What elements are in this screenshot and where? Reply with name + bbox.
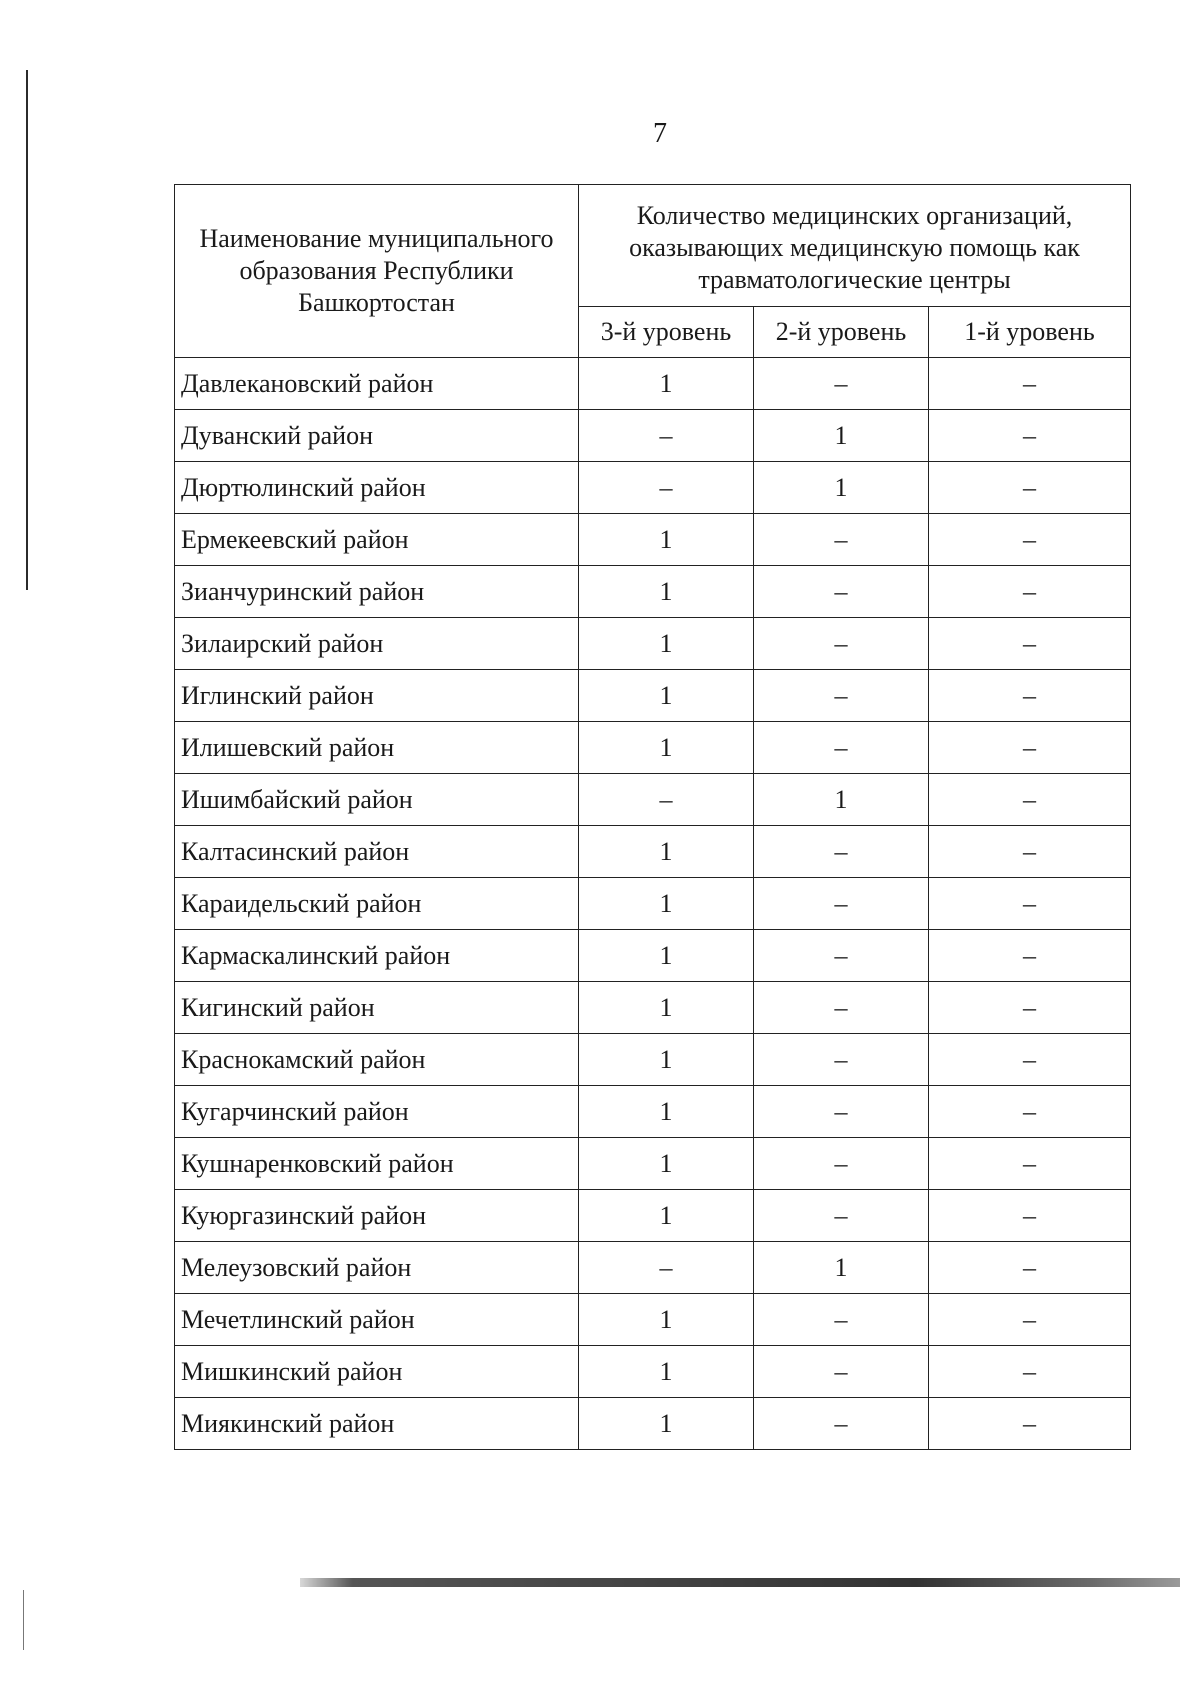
table-row: [175, 982, 1131, 1034]
level-1-count: –: [929, 1346, 1131, 1398]
level-2-count: –: [754, 878, 929, 930]
level-3-count: –: [579, 410, 754, 462]
level-3-count: 1: [579, 982, 754, 1034]
level-1-count: –: [929, 670, 1131, 722]
district-name: Кармаскалинский район: [175, 930, 579, 982]
level-1-count: –: [929, 1294, 1131, 1346]
district-name: Илишевский район: [175, 722, 579, 774]
level-2-count: 1: [754, 410, 929, 462]
level-1-count: –: [929, 358, 1131, 410]
header-level-2: 2-й уровень: [754, 306, 929, 357]
level-3-count: 1: [579, 1398, 754, 1450]
level-3-count: 1: [579, 358, 754, 410]
level-2-count: 1: [754, 774, 929, 826]
level-1-count: –: [929, 826, 1131, 878]
level-2-count: –: [754, 566, 929, 618]
table-row: [175, 1242, 1131, 1294]
table-row: [175, 930, 1131, 982]
level-3-count: 1: [579, 566, 754, 618]
level-1-count: –: [929, 1086, 1131, 1138]
district-name: Ишимбайский район: [175, 774, 579, 826]
level-3-count: 1: [579, 1034, 754, 1086]
level-1-count: –: [929, 618, 1131, 670]
level-2-count: –: [754, 1034, 929, 1086]
level-2-count: 1: [754, 462, 929, 514]
level-3-count: 1: [579, 1086, 754, 1138]
table-row: [175, 1190, 1131, 1242]
district-name: Калтасинский район: [175, 826, 579, 878]
table-row: [175, 358, 1131, 410]
district-name: Давлекановский район: [175, 358, 579, 410]
level-2-count: 1: [754, 1242, 929, 1294]
table-row: [175, 1086, 1131, 1138]
level-3-count: 1: [579, 618, 754, 670]
level-1-count: –: [929, 1034, 1131, 1086]
level-3-count: 1: [579, 878, 754, 930]
level-1-count: –: [929, 1242, 1131, 1294]
district-name: Кигинский район: [175, 982, 579, 1034]
level-1-count: –: [929, 514, 1131, 566]
level-1-count: –: [929, 566, 1131, 618]
table-body: [175, 358, 1131, 1450]
level-2-count: –: [754, 514, 929, 566]
level-2-count: –: [754, 1294, 929, 1346]
level-2-count: –: [754, 618, 929, 670]
table-row: [175, 462, 1131, 514]
district-name: Зианчуринский район: [175, 566, 579, 618]
district-name: Зилаирский район: [175, 618, 579, 670]
table-row: [175, 1138, 1131, 1190]
level-1-count: –: [929, 1190, 1131, 1242]
table-row: [175, 1398, 1131, 1450]
table-row: [175, 618, 1131, 670]
level-3-count: 1: [579, 1294, 754, 1346]
level-1-count: –: [929, 982, 1131, 1034]
level-3-count: 1: [579, 930, 754, 982]
table-row: [175, 1294, 1131, 1346]
level-1-count: –: [929, 1398, 1131, 1450]
level-3-count: 1: [579, 1346, 754, 1398]
table-row: [175, 826, 1131, 878]
district-name: Дюртюлинский район: [175, 462, 579, 514]
level-3-count: 1: [579, 722, 754, 774]
level-3-count: –: [579, 1242, 754, 1294]
header-level-3: 3-й уровень: [579, 306, 754, 357]
table-row: [175, 1034, 1131, 1086]
level-2-count: –: [754, 1346, 929, 1398]
header-level-1: 1-й уровень: [929, 306, 1131, 357]
table-row: [175, 722, 1131, 774]
level-2-count: –: [754, 982, 929, 1034]
level-2-count: –: [754, 358, 929, 410]
level-3-count: –: [579, 774, 754, 826]
table-row: [175, 670, 1131, 722]
district-name: Иглинский район: [175, 670, 579, 722]
level-2-count: –: [754, 1190, 929, 1242]
level-2-count: –: [754, 1398, 929, 1450]
level-1-count: –: [929, 774, 1131, 826]
level-1-count: –: [929, 462, 1131, 514]
district-name: Миякинский район: [175, 1398, 579, 1450]
level-1-count: –: [929, 410, 1131, 462]
header-municipality: Наименование муниципального образования Республики Башкортостан: [175, 185, 579, 358]
level-1-count: –: [929, 878, 1131, 930]
trauma-centers-table: [174, 184, 1131, 1450]
level-1-count: –: [929, 722, 1131, 774]
level-3-count: 1: [579, 514, 754, 566]
level-2-count: –: [754, 826, 929, 878]
district-name: Куюргазинский район: [175, 1190, 579, 1242]
level-1-count: –: [929, 930, 1131, 982]
table-row: [175, 878, 1131, 930]
district-name: Дуванский район: [175, 410, 579, 462]
scan-edge-line-lower: [23, 1590, 24, 1650]
table-row: [175, 566, 1131, 618]
level-2-count: –: [754, 722, 929, 774]
district-name: Краснокамский район: [175, 1034, 579, 1086]
district-name: Мелеузовский район: [175, 1242, 579, 1294]
level-3-count: 1: [579, 826, 754, 878]
table-row: [175, 1346, 1131, 1398]
level-2-count: –: [754, 930, 929, 982]
level-3-count: –: [579, 462, 754, 514]
scan-bottom-bar: [300, 1578, 1180, 1587]
district-name: Мишкинский район: [175, 1346, 579, 1398]
level-3-count: 1: [579, 1138, 754, 1190]
level-2-count: –: [754, 670, 929, 722]
table-row: [175, 410, 1131, 462]
district-name: Кугарчинский район: [175, 1086, 579, 1138]
header-organization-count: Количество медицинских организаций, оказывающих медицинскую помощь как травматологические центры: [579, 185, 1131, 307]
level-3-count: 1: [579, 1190, 754, 1242]
page-number: 7: [653, 118, 667, 149]
level-2-count: –: [754, 1138, 929, 1190]
district-name: Мечетлинский район: [175, 1294, 579, 1346]
level-1-count: –: [929, 1138, 1131, 1190]
district-name: Караидельский район: [175, 878, 579, 930]
level-3-count: 1: [579, 670, 754, 722]
table-row: [175, 514, 1131, 566]
level-2-count: –: [754, 1086, 929, 1138]
district-name: Кушнаренковский район: [175, 1138, 579, 1190]
district-name: Ермекеевский район: [175, 514, 579, 566]
table-row: [175, 774, 1131, 826]
